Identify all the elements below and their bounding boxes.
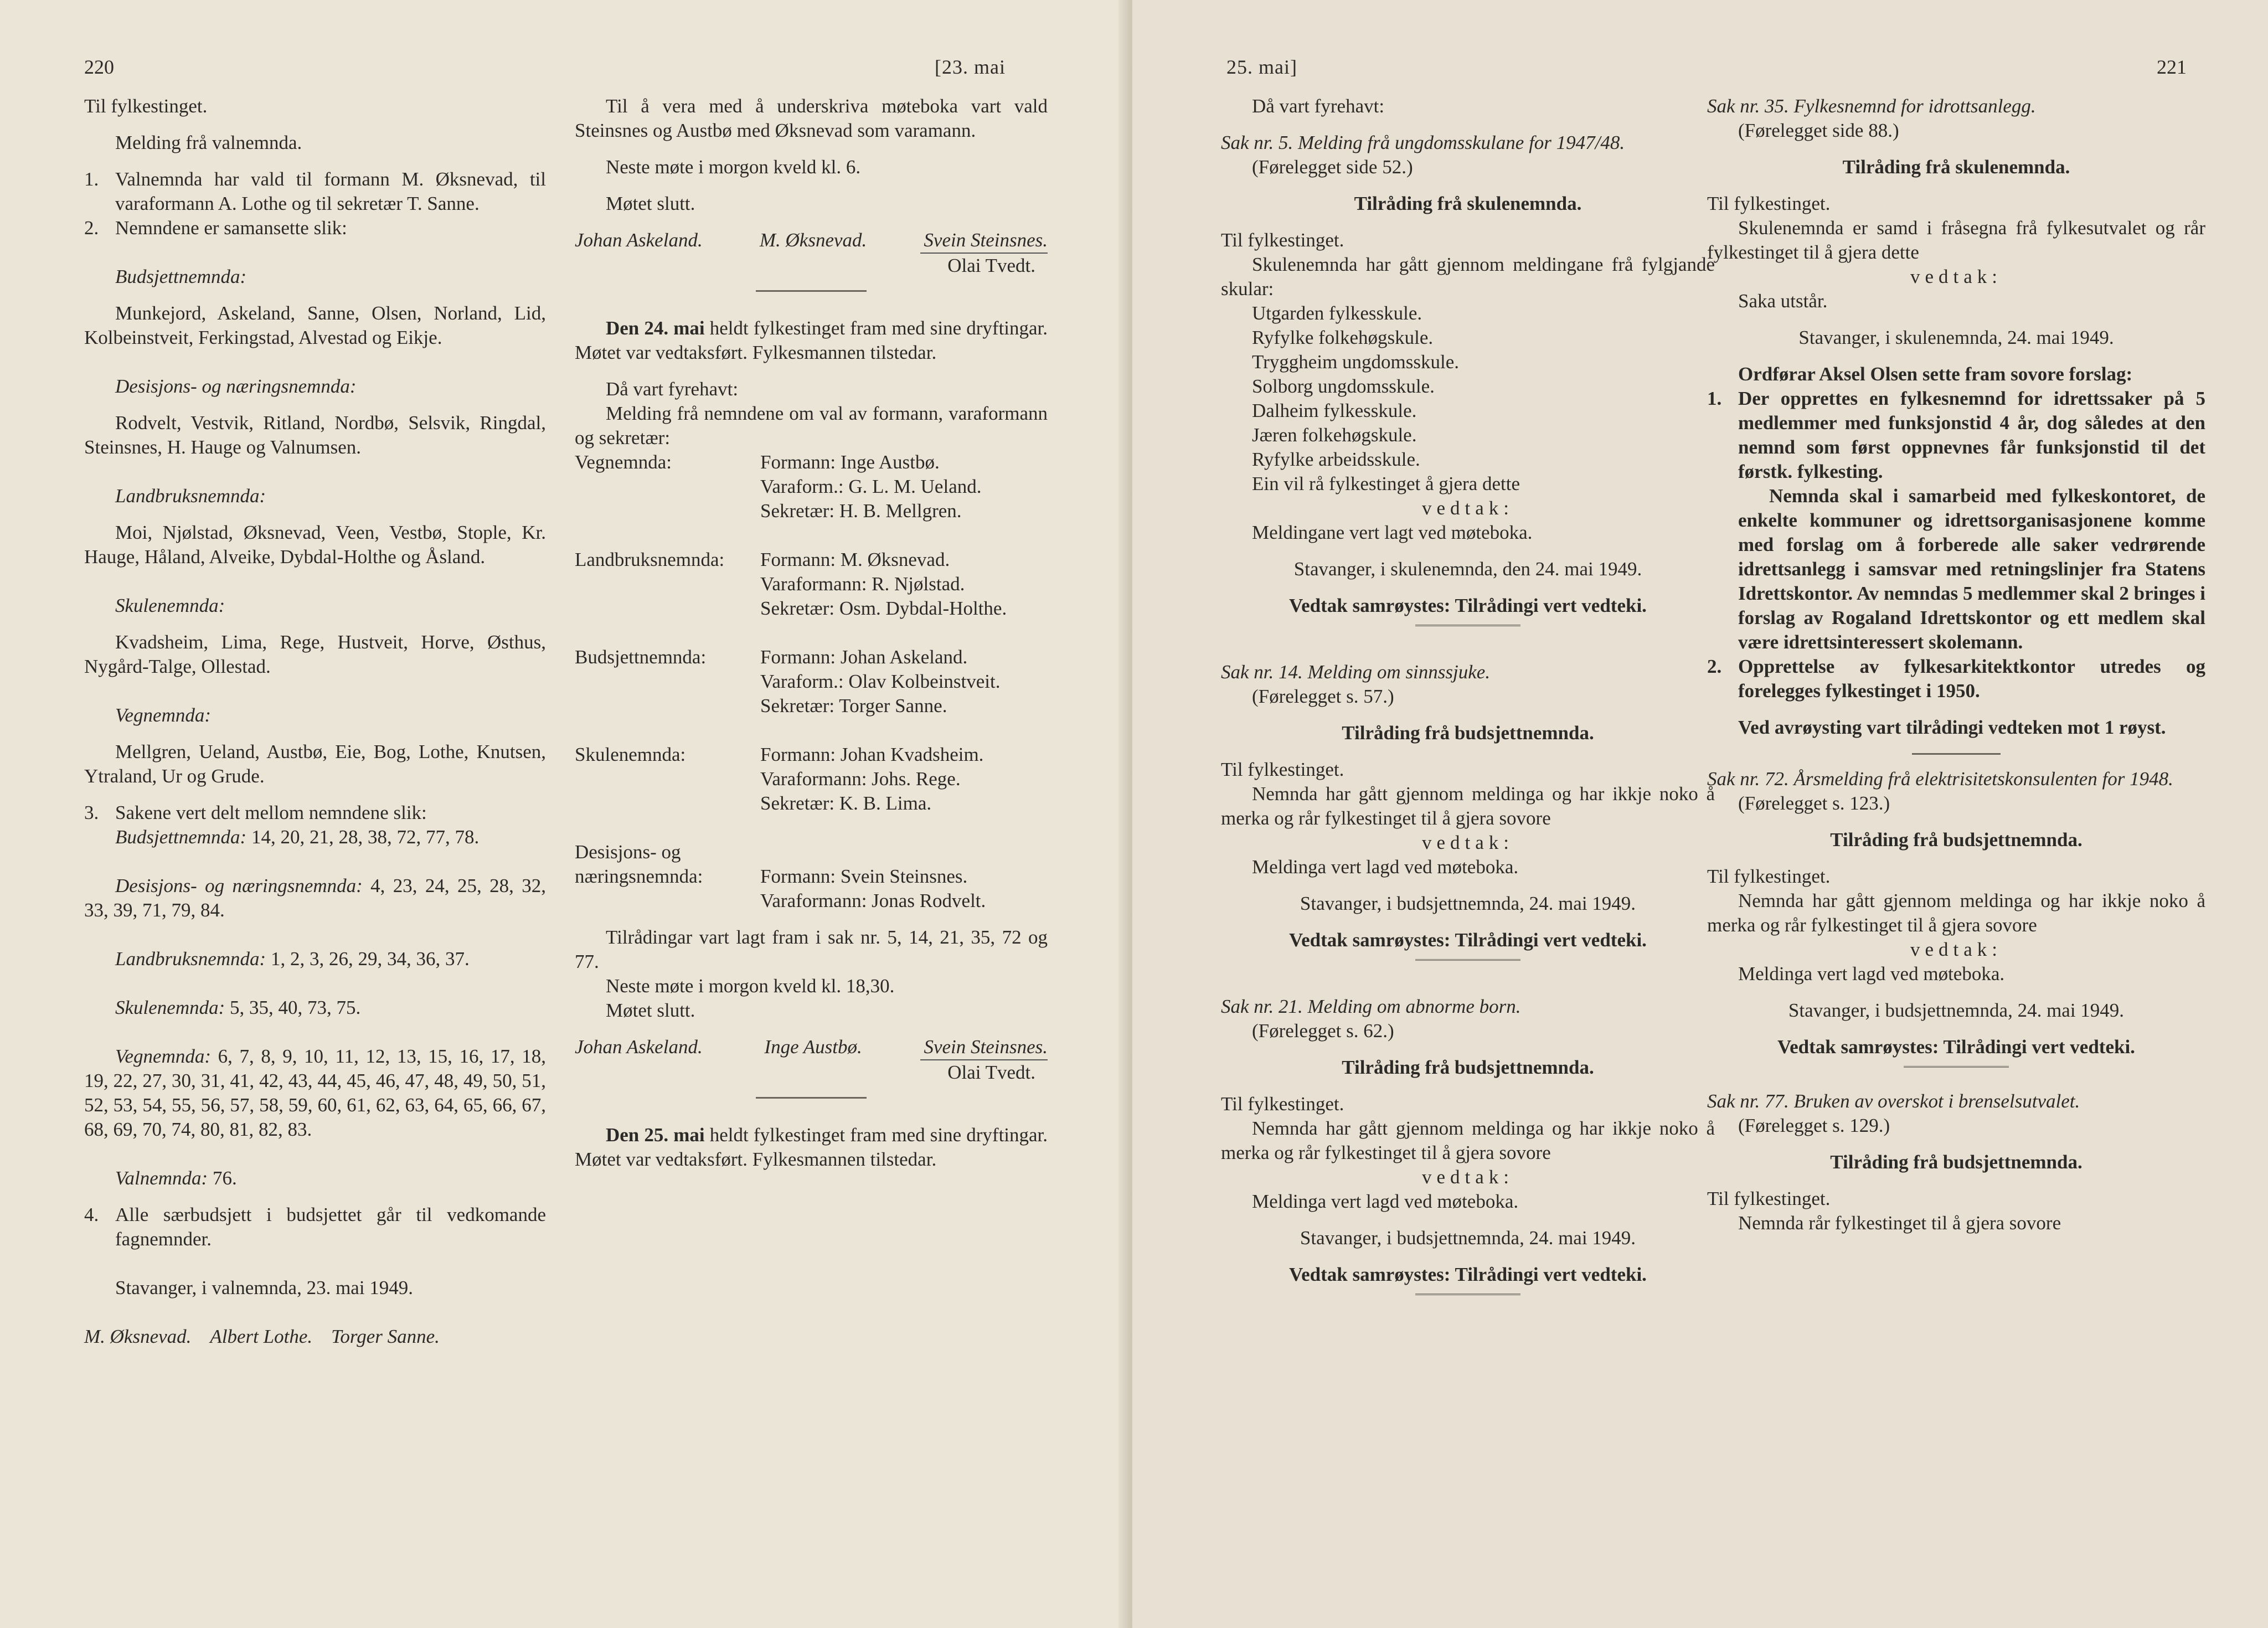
- signature: Olai Tvedt.: [947, 1062, 1035, 1083]
- signature: Inge Austbø.: [764, 1036, 862, 1058]
- paragraph: Neste møte i morgon kveld kl. 6.: [606, 156, 861, 178]
- recommendation-heading: Tilråding frå skulenemnda.: [1354, 193, 1582, 214]
- addressee: Til fylkestinget.: [84, 95, 208, 117]
- page-number-right: 221: [2157, 56, 2187, 78]
- paragraph: Melding frå nemndene om val av formann, varaformann og sekretær:: [575, 403, 1048, 449]
- running-head-right: 25. mai]: [1226, 56, 1297, 78]
- item-number: 3.: [84, 802, 99, 823]
- case-distribution: Desisjons- og næringsnemnda: 4, 23, 24, 25, 28, 32, 33, 39, 71, 79, 84.: [84, 875, 547, 921]
- committee-members: Moi, Njølstad, Øksnevad, Veen, Vestbø, Stople, Kr. Hauge, Håland, Alveike, Dybdal-Holthe og Åsland.: [84, 522, 546, 568]
- case-distribution: Landbruksnemnda: 1, 2, 3, 26, 29, 34, 36, 37.: [115, 948, 470, 970]
- case-distribution: Vegnemnda: 6, 7, 8, 9, 10, 11, 12, 13, 15, 16, 17, 18, 19, 22, 27, 30, 31, 41, 42, 43, 44, 45, 46, 47, 48, 49, 50, 51, 52, 53, 54, 55, 56, 57, 58, 59, 60, 61, 62, 63, 64, 65, 66, 67, 68, 69, 70, 74, 80, 81, 82, 83.: [84, 1045, 547, 1140]
- report-title: Melding frå valnemnda.: [115, 132, 302, 153]
- case-title: Sak nr. 14. Melding om sinnssjuke.: [1221, 661, 1491, 683]
- numbered-item: [84, 1203, 546, 1251]
- vedtak-text: Meldinga vert lagd ved møteboka.: [1738, 963, 2005, 985]
- officer: Formann: Inge Austbø.: [760, 451, 940, 473]
- school-item: Jæren folkehøgskule.: [1252, 424, 1417, 446]
- vedtak-text: Meldingane vert lagt ved møteboka.: [1252, 522, 1533, 543]
- recommendation-heading: Tilråding frå budsjettnemnda.: [1830, 829, 2083, 851]
- paragraph: Ein vil rå fylkestinget å gjera dette: [1252, 473, 1520, 494]
- signatures: [84, 1325, 546, 1349]
- signature: Svein Steinsnes.: [924, 229, 1048, 251]
- numbered-item: [84, 167, 546, 216]
- committee-members: Munkejord, Askeland, Sanne, Olsen, Norland, Lid, Kolbeinstveit, Ferkingstad, Alvestad og Eikje.: [84, 302, 546, 348]
- signature: Svein Steinsnes.: [924, 1036, 1048, 1058]
- numbered-item: [84, 801, 546, 825]
- officer: Varaformann: Johs. Rege.: [760, 768, 961, 790]
- committee-label: Landbruksnemnda:: [575, 549, 725, 570]
- signature: Olai Tvedt.: [947, 255, 1035, 276]
- item-text: Sakene vert delt mellom nemndene slik:: [115, 802, 427, 823]
- paragraph: Nemnda rår fylkestinget til å gjera sovore: [1738, 1212, 2061, 1234]
- addressee: Til fylkestinget.: [1707, 193, 1831, 214]
- committee-heading: Landbruksnemnda:: [115, 485, 266, 507]
- left-column-2: [575, 94, 1048, 1172]
- vedtak-label: vedtak:: [1421, 1166, 1514, 1188]
- item-number: 2.: [1707, 656, 1722, 677]
- paragraph: Nemnda har gått gjennom meldinga og har ikkje noko å merka og rår fylkestinget til å gjera sovore: [1707, 890, 2205, 936]
- item-number: 2.: [84, 217, 99, 239]
- officer: Formann: Johan Kvadsheim.: [760, 744, 984, 765]
- paragraph: Då vart fyrehavt:: [1252, 95, 1385, 117]
- place-date: Stavanger, i valnemnda, 23. mai 1949.: [115, 1277, 414, 1299]
- officer-table: [575, 450, 1048, 913]
- item-number: 4.: [84, 1204, 99, 1225]
- case-reference: (Førelegget side 88.): [1738, 120, 1899, 141]
- school-item: Solborg ungdomsskule.: [1252, 375, 1435, 397]
- committee-label: Budsjettnemnda:: [575, 646, 707, 668]
- committee-label: Desisjons- og: [575, 841, 681, 863]
- officer: Varaform.: Olav Kolbeinstveit.: [760, 671, 1001, 692]
- page-number-left: 220: [84, 56, 114, 78]
- officer: Sekretær: Torger Sanne.: [760, 695, 947, 717]
- signature: M. Øksnevad.: [84, 1326, 192, 1347]
- officer: Sekretær: Osm. Dybdal-Holthe.: [760, 597, 1007, 619]
- place-date: Stavanger, i skulenemnda, 24. mai 1949.: [1798, 327, 2114, 348]
- item-number: 1.: [84, 168, 99, 190]
- paragraph: Nemnda har gått gjennom meldinga og har ikkje noko å merka og rår fylkestinget til å gjera sovore: [1221, 1117, 1715, 1163]
- case-title: Sak nr. 72. Årsmelding frå elektrisitetskonsulenten for 1948.: [1707, 768, 2173, 790]
- vote-result: Ved avrøysting vart tilrådingi vedteken mot 1 røyst.: [1738, 717, 2166, 738]
- vote-result: Vedtak samrøystes: Tilrådingi vert vedteki.: [1289, 595, 1647, 616]
- signatures: [575, 1035, 1048, 1059]
- officer: Formann: Johan Askeland.: [760, 646, 968, 668]
- recommendation-heading: Tilråding frå skulenemnda.: [1842, 156, 2070, 178]
- numbered-item: [84, 216, 546, 240]
- vedtak-text: Saka utstår.: [1738, 290, 1828, 312]
- proposal-item: [1707, 655, 2205, 703]
- paragraph: Møtet slutt.: [606, 1000, 695, 1021]
- signature: M. Øksnevad.: [759, 229, 867, 251]
- school-item: Ryfylke arbeidsskule.: [1252, 449, 1420, 470]
- officer: Varaform.: G. L. M. Ueland.: [760, 476, 982, 497]
- paragraph: Til å vera med å underskriva møteboka vart vald Steinsnes og Austbø med Øksnevad som varamann.: [575, 95, 1048, 141]
- officer: Varaformann: R. Njølstad.: [760, 573, 965, 595]
- paragraph: Då vart fyrehavt:: [606, 378, 739, 400]
- right-column-1: [1221, 94, 1715, 1305]
- vedtak-text: Meldinga vert lagd ved møteboka.: [1252, 1191, 1519, 1212]
- left-column-1: [84, 94, 546, 1349]
- case-title: Sak nr. 21. Melding om abnorme born.: [1221, 996, 1521, 1017]
- officer: Varaformann: Jonas Rodvelt.: [760, 890, 986, 911]
- committee-members: Mellgren, Ueland, Austbø, Eie, Bog, Lothe, Knutsen, Ytraland, Ur og Grude.: [84, 741, 546, 787]
- committee-members: Rodvelt, Vestvik, Ritland, Nordbø, Selsvik, Ringdal, Steinsnes, H. Hauge og Valnumsen.: [84, 412, 546, 458]
- paragraph: Tilrådingar vart lagt fram i sak nr. 5, 14, 21, 35, 72 og 77.: [575, 926, 1048, 972]
- signature: Johan Askeland.: [575, 1036, 703, 1058]
- addressee: Til fylkestinget.: [1707, 1188, 1831, 1209]
- case-distribution: Budsjettnemnda: 14, 20, 21, 28, 38, 72, 77, 78.: [115, 826, 480, 848]
- paragraph: Neste møte i morgon kveld kl. 18,30.: [606, 975, 895, 997]
- section-divider: [1415, 959, 1520, 964]
- officer: Formann: Svein Steinsnes.: [760, 865, 968, 887]
- vedtak-label: vedtak:: [1910, 266, 2003, 287]
- place-date: Stavanger, i skulenemnda, den 24. mai 1949.: [1293, 558, 1642, 580]
- recommendation-heading: Tilråding frå budsjettnemnda.: [1830, 1151, 2083, 1173]
- place-date: Stavanger, i budsjettnemnda, 24. mai 1949.: [1788, 1000, 2125, 1021]
- case-reference: (Førelegget s. 129.): [1738, 1115, 1890, 1136]
- place-date: Stavanger, i budsjettnemnda, 24. mai 1949.: [1300, 1227, 1636, 1249]
- case-distribution: Skulenemnda: 5, 35, 40, 73, 75.: [115, 997, 361, 1018]
- session-paragraph: Den 24. mai heldt fylkestinget fram med sine dryftingar. Møtet var vedtaksført. Fylkesmannen tilstedar.: [575, 317, 1048, 363]
- section-divider: [1904, 1066, 2009, 1070]
- committee-label: Skulenemnda:: [575, 744, 686, 765]
- item-text: Der opprettes en fylkesnemnd for idrettssaker på 5 medlemmer med funksjonstid 4 år, dog således at den nemnd som først oppnevnes får funksjonstid til det førstk. fylkesting.: [1738, 388, 2205, 482]
- school-item: Ryfylke folkehøgskule.: [1252, 327, 1434, 348]
- running-head-left: [23. mai: [935, 56, 1006, 78]
- case-title: Sak nr. 77. Bruken av overskot i brenselsutvalet.: [1707, 1090, 2080, 1112]
- item-text: Valnemnda har vald til formann M. Øksnevad, til varaformann A. Lothe og til sekretær T. Sanne.: [115, 168, 546, 214]
- school-item: Utgarden fylkesskule.: [1252, 302, 1422, 324]
- right-column-2: [1707, 94, 2205, 1235]
- committee-label: Vegnemnda:: [575, 451, 672, 473]
- proposal-paragraph: Nemnda skal i samarbeid med fylkeskontoret, de enkelte kommuner og idrettsorganisasjonene komme med forslag om å forberede alle saker vedrørende idrettsanlegg i samsvar med retningslinjer fra Statens Idrettskontor. Av nemndas 5 medlemmer skal 2 bringes i forslag av Rogaland Idrettskontor og ett medlem skal være idrettsinteressert skolemann.: [1738, 485, 2205, 653]
- item-number: 1.: [1707, 388, 1722, 409]
- paragraph: Skulenemnda er samd i fråsegna frå fylkesutvalet og rår fylkestinget til å gjera dette: [1707, 217, 2205, 263]
- committee-label: næringsnemnda:: [575, 865, 703, 887]
- officer: Sekretær: K. B. Lima.: [760, 792, 932, 814]
- committee-heading: Vegnemnda:: [115, 704, 212, 726]
- addressee: Til fylkestinget.: [1221, 759, 1344, 780]
- session-paragraph: Den 25. mai heldt fylkestinget fram med sine dryftingar. Møtet var vedtaksført. Fylkesmannen tilstedar.: [575, 1124, 1048, 1170]
- section-divider: [1415, 1294, 1520, 1298]
- proposal-intro: Ordførar Aksel Olsen sette fram sovore forslag:: [1738, 363, 2133, 385]
- paragraph: Skulenemnda har gått gjennom meldingane frå fylgjande skular:: [1221, 254, 1715, 300]
- paragraph: Møtet slutt.: [606, 193, 695, 214]
- case-title: Sak nr. 5. Melding frå ungdomsskulane for 1947/48.: [1221, 132, 1625, 153]
- addressee: Til fylkestinget.: [1707, 865, 1831, 887]
- committee-heading: Desisjons- og næringsnemnda:: [115, 375, 357, 397]
- case-distribution: Valnemnda: 76.: [115, 1167, 237, 1189]
- vote-result: Vedtak samrøystes: Tilrådingi vert vedteki.: [1777, 1036, 2135, 1058]
- left-page: [0, 0, 1132, 1628]
- item-text: Opprettelse av fylkesarkitektkontor utredes og forelegges fylkestinget i 1950.: [1738, 656, 2205, 702]
- paragraph: Nemnda har gått gjennom meldinga og har ikkje noko å merka og rår fylkestinget til å gjera sovore: [1221, 783, 1715, 829]
- signatures: [575, 228, 1048, 253]
- addressee: Til fylkestinget.: [1221, 229, 1344, 251]
- addressee: Til fylkestinget.: [1221, 1093, 1344, 1115]
- section-divider: [1415, 625, 1520, 629]
- vedtak-label: vedtak:: [1421, 497, 1514, 519]
- signature: Torger Sanne.: [331, 1326, 440, 1347]
- case-reference: (Førelegget s. 62.): [1252, 1020, 1394, 1042]
- place-date: Stavanger, i budsjettnemnda, 24. mai 1949.: [1300, 893, 1636, 914]
- signature: Johan Askeland.: [575, 229, 703, 251]
- right-page: [1132, 0, 2268, 1628]
- vote-result: Vedtak samrøystes: Tilrådingi vert vedteki.: [1289, 929, 1647, 951]
- recommendation-heading: Tilråding frå budsjettnemnda.: [1342, 722, 1594, 744]
- item-text: Nemndene er samansette slik:: [115, 217, 347, 239]
- vote-result: Vedtak samrøystes: Tilrådingi vert vedteki.: [1289, 1264, 1647, 1285]
- school-item: Dalheim fylkesskule.: [1252, 400, 1417, 421]
- vedtak-label: vedtak:: [1421, 832, 1514, 853]
- proposal-item: [1707, 387, 2205, 484]
- case-reference: (Førelegget side 52.): [1252, 156, 1413, 178]
- case-reference: (Førelegget s. 123.): [1738, 792, 1890, 814]
- committee-members: Kvadsheim, Lima, Rege, Hustveit, Horve, Østhus, Nygård-Talge, Ollestad.: [84, 631, 546, 677]
- recommendation-heading: Tilråding frå budsjettnemnda.: [1342, 1057, 1594, 1078]
- committee-heading: Skulenemnda:: [115, 595, 225, 616]
- case-title: Sak nr. 35. Fylkesnemnd for idrottsanlegg.: [1707, 95, 2036, 117]
- item-text: Alle særbudsjett i budsjettet går til vedkomande fagnemnder.: [115, 1204, 546, 1250]
- officer: Formann: M. Øksnevad.: [760, 549, 950, 570]
- signature: Albert Lothe.: [210, 1326, 313, 1347]
- school-item: Tryggheim ungdomsskule.: [1252, 351, 1460, 373]
- officer: Sekretær: H. B. Mellgren.: [760, 500, 962, 522]
- vedtak-text: Meldinga vert lagd ved møteboka.: [1252, 856, 1519, 878]
- vedtak-label: vedtak:: [1910, 939, 2003, 960]
- case-reference: (Førelegget s. 57.): [1252, 686, 1394, 707]
- committee-heading: Budsjettnemnda:: [115, 266, 247, 287]
